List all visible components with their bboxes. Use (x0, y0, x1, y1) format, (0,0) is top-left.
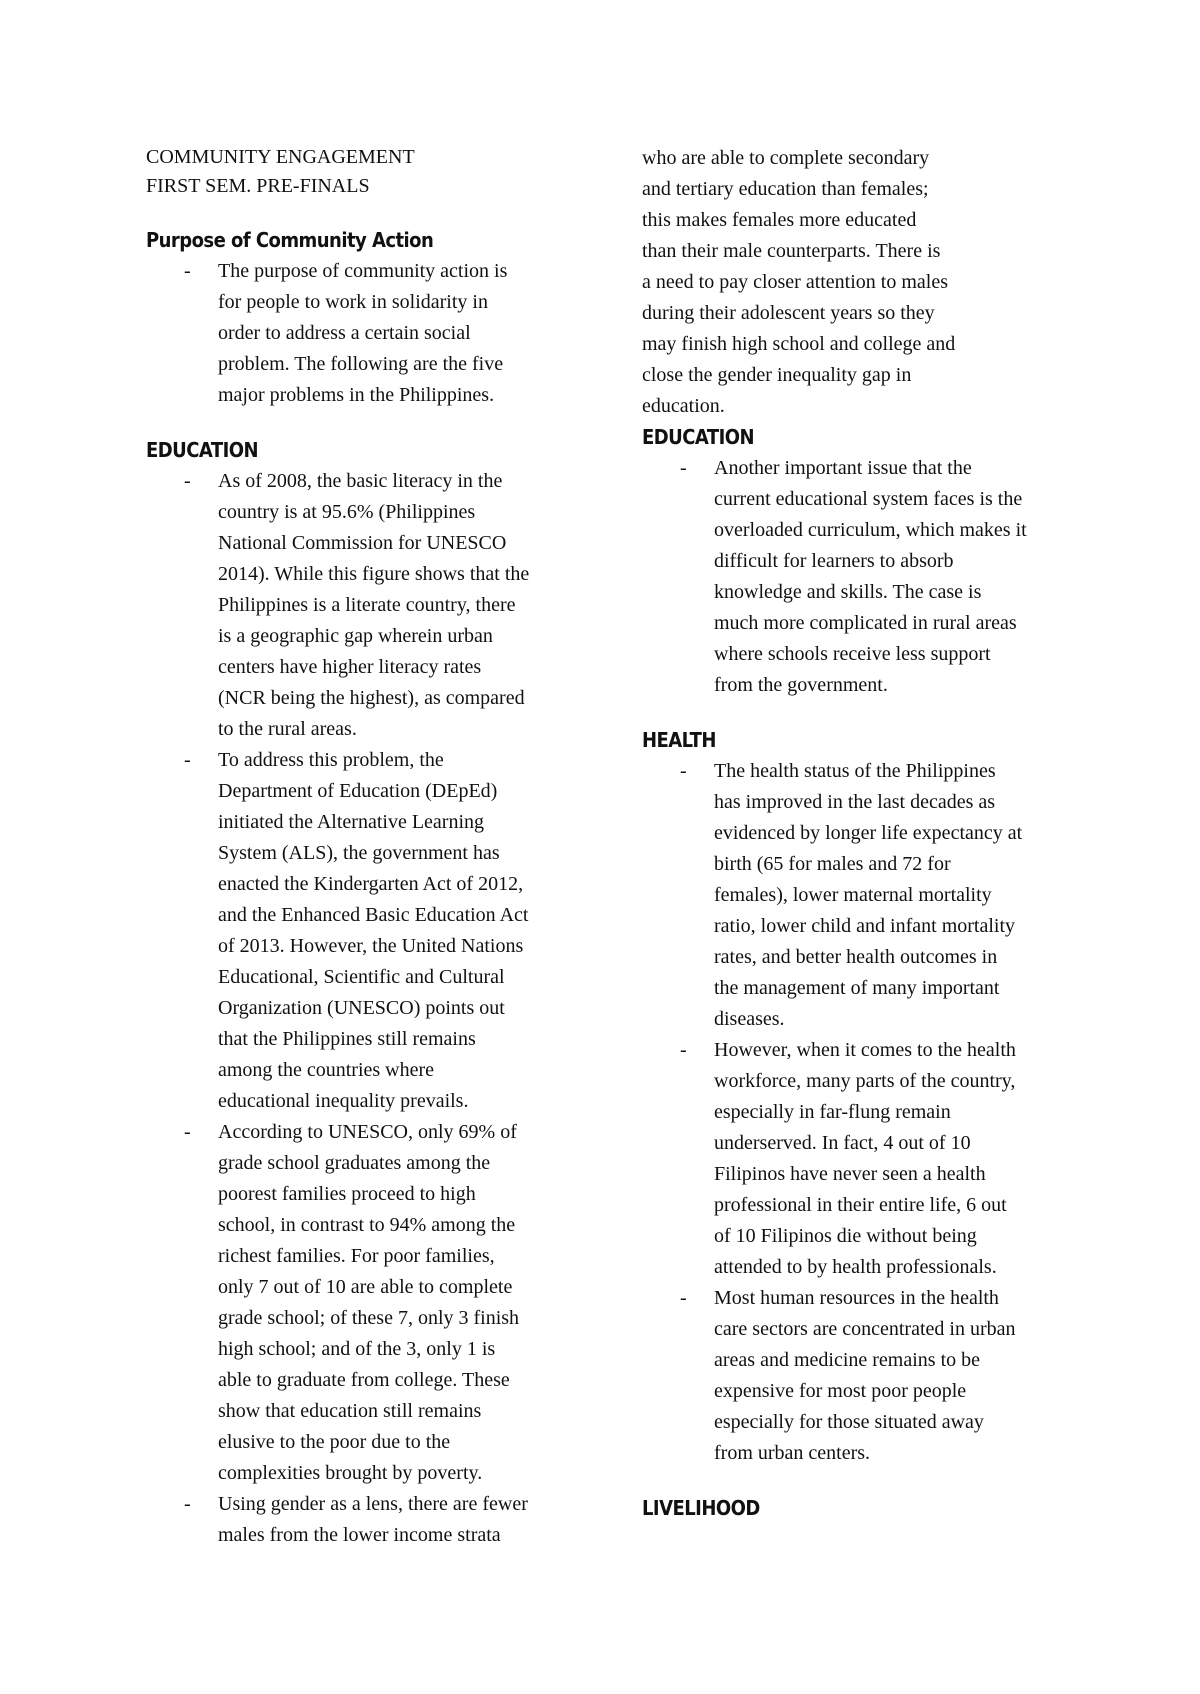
bullet-text-line: major problems in the Philippines. (218, 384, 495, 406)
bullet-text-line: much more complicated in rural areas (714, 612, 1017, 634)
bullet-text-line: overloaded curriculum, which makes it (714, 519, 1027, 541)
bullet-text-line: complexities brought by poverty. (218, 1462, 483, 1484)
bullet-text-line: females), lower maternal mortality (714, 884, 992, 906)
bullet-item (642, 453, 1082, 701)
continued-text-line: and tertiary education than females; (642, 178, 929, 200)
bullet-text-line: The purpose of community action is (218, 260, 508, 282)
bullet-dash: - (184, 1121, 191, 1143)
bullet-dash: - (680, 1039, 687, 1061)
bullet-text-line: areas and medicine remains to be (714, 1349, 980, 1371)
bullet-text-line: birth (65 for males and 72 for (714, 853, 951, 875)
bullet-text-line: Using gender as a lens, there are fewer (218, 1493, 528, 1515)
bullet-dash: - (184, 470, 191, 492)
bullet-dash: - (184, 749, 191, 771)
bullet-text-line: school, in contrast to 94% among the (218, 1214, 516, 1236)
purpose-bullet-list (146, 256, 576, 411)
bullet-text-line: from urban centers. (714, 1442, 871, 1464)
continued-text-line: a need to pay closer attention to males (642, 271, 949, 293)
bullet-text-line: rates, and better health outcomes in (714, 946, 998, 968)
bullet-item (642, 1035, 1082, 1283)
bullet-text-line: underserved. In fact, 4 out of 10 (714, 1132, 971, 1154)
education-heading: EDUCATION (146, 438, 259, 462)
bullet-text-line: able to graduate from college. These (218, 1369, 510, 1391)
continued-text-line: close the gender inequality gap in (642, 364, 912, 386)
bullet-dash: - (680, 457, 687, 479)
bullet-item (642, 1283, 1082, 1469)
livelihood-heading: LIVELIHOOD (642, 1496, 760, 1520)
bullet-text-line: poorest families proceed to high (218, 1183, 476, 1205)
bullet-text-line: centers have higher literacy rates (218, 656, 482, 678)
bullet-dash: - (184, 260, 191, 282)
bullet-text-line: where schools receive less support (714, 643, 991, 665)
bullet-text-line: ratio, lower child and infant mortality (714, 915, 1016, 937)
education-heading-2: EDUCATION (642, 425, 755, 449)
bullet-text-line: grade school graduates among the (218, 1152, 491, 1174)
bullet-text-line: professional in their entire life, 6 out (714, 1194, 1007, 1216)
bullet-text-line: enacted the Kindergarten Act of 2012, (218, 873, 524, 895)
spacer (642, 1469, 1082, 1493)
bullet-text-line: males from the lower income strata (218, 1524, 501, 1546)
continued-text-line: during their adolescent years so they (642, 302, 935, 324)
bullet-text-line: difficult for learners to absorb (714, 550, 954, 572)
bullet-text-line: Another important issue that the (714, 457, 972, 479)
bullet-text-line: As of 2008, the basic literacy in the (218, 470, 503, 492)
bullet-text-line: show that education still remains (218, 1400, 482, 1422)
continued-text-line: may finish high school and college and (642, 333, 956, 355)
bullet-item (146, 256, 576, 411)
bullet-text-line: According to UNESCO, only 69% of (218, 1121, 517, 1143)
bullet-text-line: attended to by health professionals. (714, 1256, 997, 1278)
continued-text-line: education. (642, 395, 725, 417)
bullet-text-line: evidenced by longer life expectancy at (714, 822, 1023, 844)
bullet-text-line: high school; and of the 3, only 1 is (218, 1338, 496, 1360)
bullet-text-line: diseases. (714, 1008, 785, 1030)
right-column (642, 143, 1082, 1524)
bullet-text-line: The health status of the Philippines (714, 760, 996, 782)
health-bullet-list (642, 756, 1082, 1469)
bullet-text-line: However, when it comes to the health (714, 1039, 1016, 1061)
bullet-text-line: Philippines is a literate country, there (218, 594, 516, 616)
bullet-text-line: care sectors are concentrated in urban (714, 1318, 1016, 1340)
bullet-text-line: is a geographic gap wherein urban (218, 625, 493, 647)
bullet-text-line: only 7 out of 10 are able to complete (218, 1276, 513, 1298)
bullet-text-line: 2014). While this figure shows that the (218, 563, 530, 585)
bullet-text-line: Educational, Scientific and Cultural (218, 966, 505, 988)
bullet-text-line: expensive for most poor people (714, 1380, 967, 1402)
bullet-text-line: Department of Education (DEpEd) (218, 780, 498, 802)
bullet-item (146, 466, 576, 745)
bullet-text-line: for people to work in solidarity in (218, 291, 488, 313)
course-title: COMMUNITY ENGAGEMENT (146, 146, 415, 168)
bullet-dash: - (680, 1287, 687, 1309)
bullet-text-line: that the Philippines still remains (218, 1028, 476, 1050)
bullet-item (146, 1117, 576, 1489)
bullet-text-line: Most human resources in the health (714, 1287, 999, 1309)
bullet-text-line: problem. The following are the five (218, 353, 504, 375)
bullet-dash: - (184, 1493, 191, 1515)
education-bullet-list (146, 466, 576, 1551)
bullet-text-line: Filipinos have never seen a health (714, 1163, 986, 1185)
spacer (642, 701, 1082, 725)
continued-text-line: this makes females more educated (642, 209, 917, 231)
bullet-item (642, 756, 1082, 1035)
bullet-text-line: of 2013. However, the United Nations (218, 935, 524, 957)
bullet-text-line: richest families. For poor families, (218, 1245, 495, 1267)
bullet-text-line: workforce, many parts of the country, (714, 1070, 1016, 1092)
bullet-text-line: (NCR being the highest), as compared (218, 687, 525, 709)
bullet-text-line: elusive to the poor due to the (218, 1431, 451, 1453)
education-bullet-list-2 (642, 453, 1082, 701)
bullet-text-line: educational inequality prevails. (218, 1090, 469, 1112)
bullet-item (146, 1489, 576, 1551)
bullet-text-line: order to address a certain social (218, 322, 471, 344)
left-column (146, 143, 576, 1551)
bullet-dash: - (680, 760, 687, 782)
bullet-text-line: initiated the Alternative Learning (218, 811, 485, 833)
bullet-text-line: especially in far-flung remain (714, 1101, 951, 1123)
bullet-text-line: System (ALS), the government has (218, 842, 500, 864)
bullet-text-line: To address this problem, the (218, 749, 444, 771)
bullet-text-line: has improved in the last decades as (714, 791, 996, 813)
bullet-text-line: the management of many important (714, 977, 1000, 999)
bullet-text-line: current educational system faces is the (714, 488, 1023, 510)
bullet-text-line: knowledge and skills. The case is (714, 581, 982, 603)
bullet-text-line: from the government. (714, 674, 888, 696)
term-title: FIRST SEM. PRE-FINALS (146, 175, 370, 197)
bullet-text-line: country is at 95.6% (Philippines (218, 501, 476, 523)
spacer (146, 201, 576, 225)
bullet-text-line: among the countries where (218, 1059, 435, 1081)
bullet-item (146, 745, 576, 1117)
purpose-heading: Purpose of Community Action (146, 228, 434, 252)
bullet-text-line: especially for those situated away (714, 1411, 984, 1433)
continued-text-line: than their male counterparts. There is (642, 240, 941, 262)
bullet-text-line: National Commission for UNESCO (218, 532, 507, 554)
bullet-text-line: grade school; of these 7, only 3 finish (218, 1307, 520, 1329)
health-heading: HEALTH (642, 728, 716, 752)
spacer (146, 411, 576, 435)
continued-paragraph (642, 143, 1082, 422)
bullet-text-line: Organization (UNESCO) points out (218, 997, 505, 1019)
continued-text-line: who are able to complete secondary (642, 147, 930, 169)
bullet-text-line: and the Enhanced Basic Education Act (218, 904, 529, 926)
bullet-text-line: to the rural areas. (218, 718, 357, 740)
bullet-text-line: of 10 Filipinos die without being (714, 1225, 977, 1247)
